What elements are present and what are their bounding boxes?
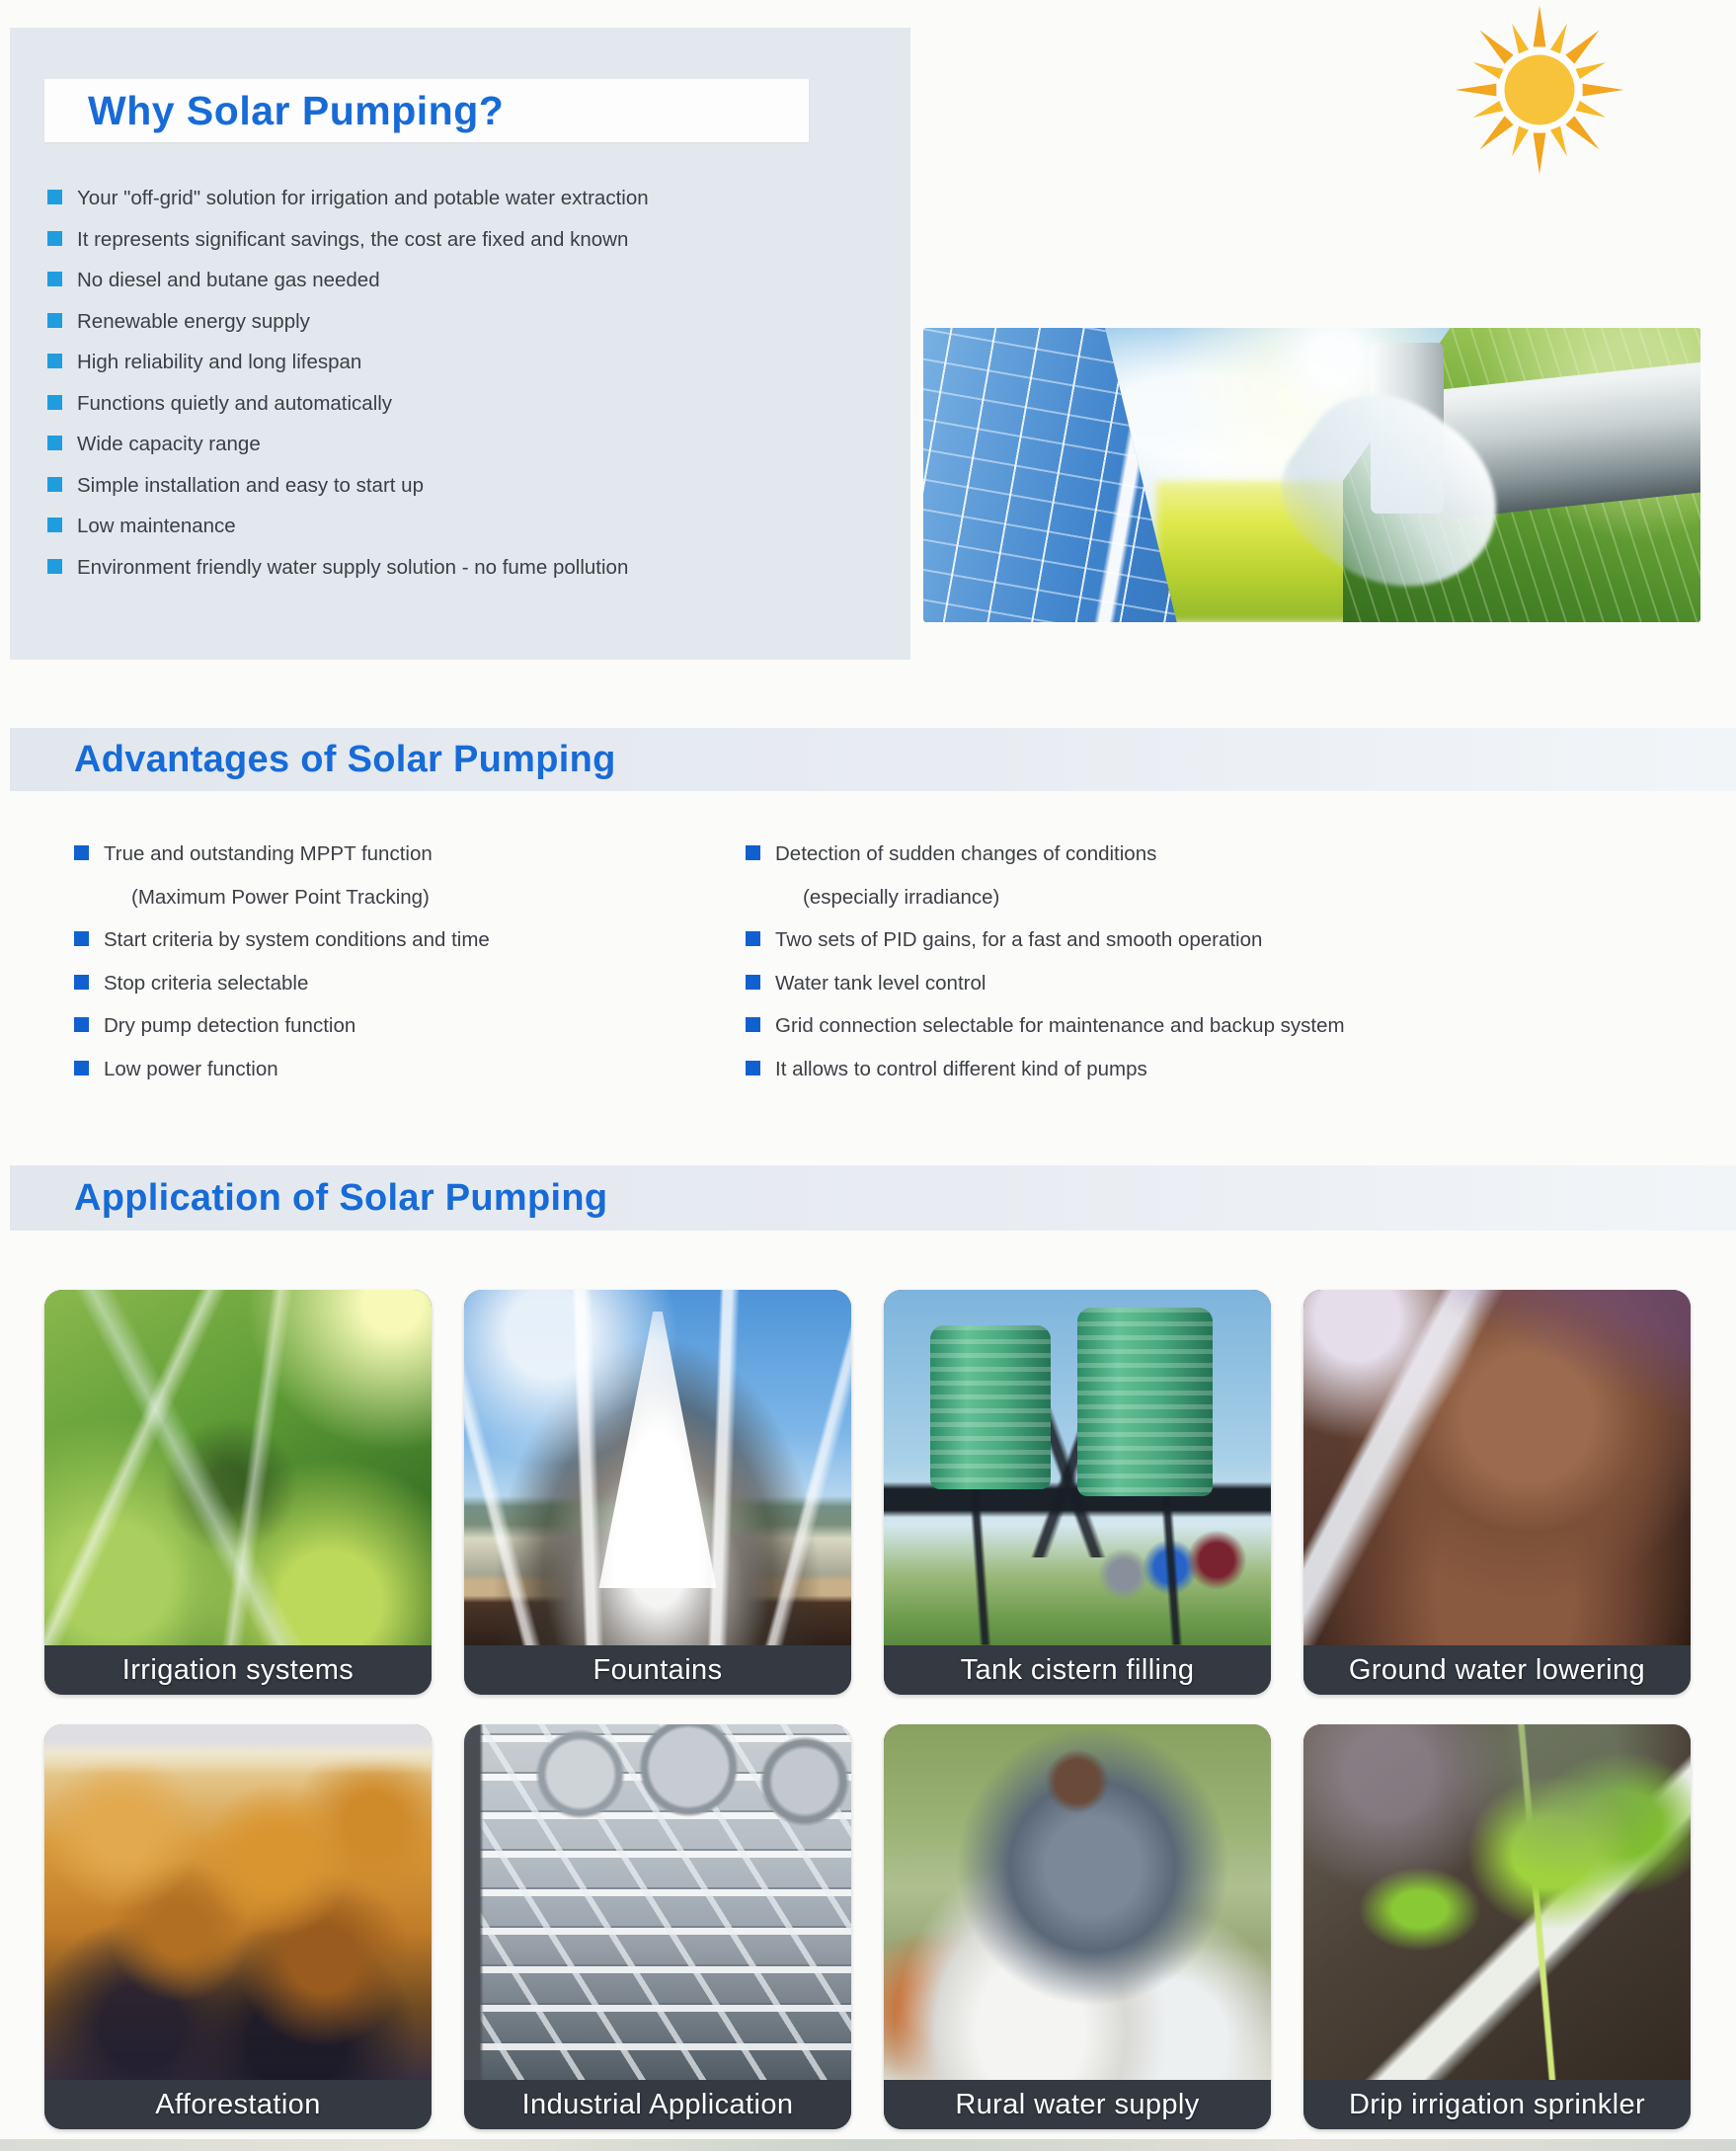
list-item-subline: (especially irradiance) [803,885,1000,909]
bullet-square-icon [47,436,62,450]
bullet-square-icon [47,354,62,368]
list-item: Environment friendly water supply solution - no fume pollution [47,555,877,597]
why-title-band [44,79,809,142]
caption-bar: Tank cistern filling [884,1645,1271,1695]
list-item: Water tank level control [746,971,1496,1014]
app-card-industrial-application [464,1724,851,2129]
list-item: It represents significant savings, the cost are fixed and known [47,227,877,269]
bullet-square-icon [47,190,62,204]
bullet-square-icon [47,313,62,328]
bullet-square-icon [746,845,760,860]
application-section-band [10,1165,1736,1231]
list-item: Start criteria by system conditions and time [74,927,706,971]
bullet-square-icon [47,477,62,492]
caption-bar: Fountains [464,1645,851,1695]
caption-bar: Ground water lowering [1303,1645,1691,1695]
list-item: Dry pump detection function [74,1013,706,1057]
list-item: Low maintenance [47,514,877,555]
application-grid [44,1290,1694,2129]
app-card-ground-water-lowering [1303,1290,1691,1695]
afforestation-image [44,1724,432,2080]
app-card-drip-irrigation-sprinkler [1303,1724,1691,2129]
bullet-square-icon [74,845,89,860]
advantages-list-left [74,841,706,1099]
bullet-square-icon [47,559,62,574]
why-solar-pumping-section [10,28,910,660]
drip-irrigation-sprinkler-image [1303,1724,1691,2080]
tank-cistern-filling-image [884,1290,1271,1645]
rural-water-supply-image [884,1724,1271,2080]
list-item: Stop criteria selectable [74,971,706,1014]
list-item: High reliability and long lifespan [47,350,877,391]
bullet-square-icon [47,395,62,410]
bullet-square-icon [74,1017,89,1032]
bullet-square-icon [74,931,89,946]
irrigation-systems-image [44,1290,432,1645]
advantages-list-right [746,841,1496,1099]
app-card-fountains [464,1290,851,1695]
sun-icon [1450,0,1629,180]
why-section-title: Why Solar Pumping? [88,87,505,133]
list-item: No diesel and butane gas needed [47,268,877,309]
app-card-irrigation-systems [44,1290,432,1695]
app-card-rural-water-supply [884,1724,1271,2129]
ground-water-lowering-image [1303,1290,1691,1645]
bullet-square-icon [746,931,760,946]
why-bullet-list [47,186,877,596]
advantages-section-band [10,728,1736,791]
caption-bar: Irrigation systems [44,1645,432,1695]
bullet-square-icon [74,1061,89,1076]
application-section-title: Application of Solar Pumping [74,1176,608,1219]
list-item: It allows to control different kind of pumps [746,1057,1496,1100]
bullet-square-icon [74,975,89,990]
list-item: Grid connection selectable for maintenance and backup system [746,1013,1496,1057]
bullet-square-icon [746,1061,760,1076]
advantages-section-title: Advantages of Solar Pumping [74,738,616,780]
list-item: True and outstanding MPPT function [74,841,706,885]
caption-bar: Drip irrigation sprinkler [1303,2080,1691,2129]
bullet-square-icon [47,518,62,532]
list-item: Low power function [74,1057,706,1100]
app-card-afforestation [44,1724,432,2129]
page-bottom-strip [0,2139,1736,2151]
list-item: Detection of sudden changes of conditions [746,841,1496,885]
list-item: Simple installation and easy to start up [47,473,877,515]
list-item: Wide capacity range [47,432,877,473]
list-item: Renewable energy supply [47,309,877,351]
industrial-application-image [464,1724,851,2080]
list-item: Your "off-grid" solution for irrigation and potable water extraction [47,186,877,227]
fountains-image [464,1290,851,1645]
app-card-tank-cistern-filling [884,1290,1271,1695]
bullet-square-icon [47,231,62,246]
bullet-square-icon [47,272,62,286]
list-item: Two sets of PID gains, for a fast and smooth operation [746,927,1496,971]
bullet-square-icon [746,975,760,990]
caption-bar: Afforestation [44,2080,432,2129]
hero-solar-panel-water-image [923,328,1700,622]
caption-bar: Rural water supply [884,2080,1271,2129]
caption-bar: Industrial Application [464,2080,851,2129]
list-item: Functions quietly and automatically [47,391,877,433]
bullet-square-icon [746,1017,760,1032]
list-item-subline: (Maximum Power Point Tracking) [131,885,430,909]
